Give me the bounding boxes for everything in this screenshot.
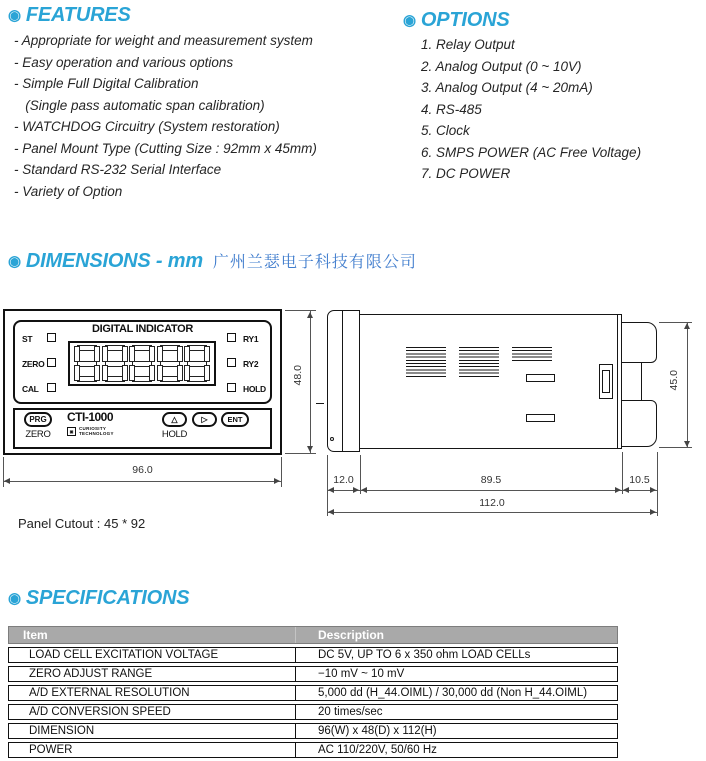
seven-segment-digit [102, 345, 128, 382]
spec-row [8, 666, 618, 682]
bezel-depth-dimension: 12.0 [333, 474, 354, 486]
option-item: 1. Relay Output [421, 37, 515, 52]
arrowhead [307, 446, 313, 452]
spec-description-cell: 20 times/sec [318, 706, 383, 718]
arrowhead [4, 478, 10, 484]
side-view-bezel [327, 310, 360, 452]
led-indicator [47, 383, 56, 392]
seven-segment-digit [157, 345, 183, 382]
side-slot [526, 414, 555, 422]
spec-item-cell: A/D CONVERSION SPEED [9, 705, 296, 719]
arrowhead [650, 487, 656, 493]
spec-description-cell: DC 5V, UP TO 6 x 350 ohm LOAD CELLs [318, 649, 531, 661]
rear-inner-line [617, 315, 618, 448]
mid-tick [316, 403, 324, 404]
extension-line [285, 310, 316, 311]
front-width-dimension: 96.0 [132, 464, 153, 476]
options-list [421, 34, 641, 185]
spec-description-cell: 96(W) x 48(D) x 112(H) [318, 725, 437, 737]
led-label-zero: ZERO [22, 359, 45, 369]
options-heading [403, 9, 510, 32]
body-depth-dimension: 89.5 [480, 474, 502, 486]
features-list [14, 30, 317, 202]
bullseye-icon: ◉ [8, 7, 21, 24]
front-height-dimension: 48.0 [292, 365, 304, 386]
rear-connector-bottom [621, 400, 657, 447]
front-view-title: DIGITAL INDICATOR [91, 323, 194, 335]
option-item: 5. Clock [421, 123, 470, 138]
features-heading [8, 4, 131, 27]
led-indicator [47, 358, 56, 367]
arrowhead [328, 509, 334, 515]
specifications-heading-label: SPECIFICATIONS [25, 587, 190, 609]
feature-item: - WATCHDOG Circuitry (System restoration) [14, 119, 280, 134]
vent-slots [512, 347, 552, 363]
led-indicator [227, 358, 236, 367]
spec-item-cell: LOAD CELL EXCITATION VOLTAGE [9, 648, 296, 662]
dimension-line [687, 322, 688, 448]
spec-header-description: Description [318, 628, 385, 642]
spec-row [8, 685, 618, 701]
spec-header-row [8, 626, 618, 644]
seven-segment-digit [74, 345, 100, 382]
panel-cutout-note: Panel Cutout : 45 * 92 [18, 516, 146, 531]
arrowhead [361, 487, 367, 493]
right-arrow-button: ▷ [192, 412, 217, 427]
spec-item-cell: DIMENSION [9, 724, 296, 738]
led-indicator [47, 333, 56, 342]
bullseye-icon: ◉ [8, 253, 21, 270]
bezel-inner-line [342, 311, 343, 451]
logo-text: CURIOSITY TECHNOLOGY [79, 426, 114, 436]
arrowhead [307, 312, 313, 318]
feature-item: - Variety of Option [14, 183, 123, 199]
rear-connector-top [621, 322, 657, 363]
led-label-st: ST [22, 334, 33, 344]
manufacturer-logo [67, 426, 114, 436]
side-view-body [359, 314, 622, 449]
arrowhead [328, 487, 334, 493]
hold-button-label: HOLD [161, 429, 188, 440]
option-item: 4. RS-485 [421, 101, 482, 117]
total-depth-dimension: 112.0 [479, 497, 505, 509]
mounting-latch-inner [602, 370, 610, 393]
arrowhead [623, 487, 629, 493]
company-name: 广州兰瑟电子科技有限公司 [212, 254, 417, 271]
dimensions-heading-label: DIMENSIONS - mm [25, 250, 203, 272]
dimension-line [310, 311, 311, 453]
spec-row [8, 742, 618, 758]
specifications-heading [8, 587, 189, 610]
spec-description-cell: −10 mV ~ 10 mV [318, 668, 405, 680]
option-item: 6. SMPS POWER (AC Free Voltage) [421, 144, 642, 160]
dimension-line [327, 490, 657, 491]
feature-item: - Appropriate for weight and measurement system [14, 33, 313, 48]
seven-segment-digit [129, 345, 155, 382]
feature-item: - Panel Mount Type (Cutting Size : 92mm x 45mm) [14, 140, 317, 156]
arrowhead [650, 509, 656, 515]
led-label-ry1: RY1 [243, 334, 259, 344]
arrowhead [684, 323, 690, 329]
vent-slots [406, 347, 446, 378]
feature-item: - Standard RS-232 Serial Interface [14, 162, 222, 177]
ent-button: ENT [221, 412, 249, 427]
arrowhead [615, 487, 621, 493]
option-item: 7. DC POWER [421, 166, 511, 181]
led-label-ry2: RY2 [243, 359, 259, 369]
feature-item: (Single pass automatic span calibration) [14, 97, 265, 113]
spec-header-item: Item [9, 627, 296, 643]
bullseye-icon: ◉ [8, 590, 21, 607]
dimension-line [3, 481, 282, 482]
screw-hole [330, 437, 334, 441]
spec-item-cell: POWER [9, 743, 296, 757]
dimensions-heading [8, 249, 417, 273]
zero-button-label: ZERO [25, 429, 51, 440]
side-height-dimension: 45.0 [668, 370, 680, 391]
spec-description-cell: 5,000 dd (H_44.OIML) / 30,000 dd (Non H_44.OIML) [318, 687, 588, 699]
options-heading-label: OPTIONS [420, 9, 510, 31]
spec-item-cell: A/D EXTERNAL RESOLUTION [9, 686, 296, 700]
extension-line [285, 453, 316, 454]
spec-row [8, 704, 618, 720]
led-label-hold: HOLD [243, 384, 266, 394]
up-arrow-button: △ [162, 412, 187, 427]
seven-segment-display [68, 341, 216, 386]
dimension-line [327, 512, 657, 513]
extension-line [657, 452, 658, 516]
arrowhead [274, 478, 280, 484]
led-indicator [227, 333, 236, 342]
arrowhead [353, 487, 359, 493]
logo-icon: ▣ [67, 427, 76, 436]
option-item: 2. Analog Output (0 ~ 10V) [421, 58, 582, 74]
spec-rows [8, 647, 618, 758]
feature-item: - Simple Full Digital Calibration [14, 76, 199, 91]
seven-segment-digit [184, 345, 210, 382]
features-heading-label: FEATURES [25, 4, 131, 26]
bullseye-icon: ◉ [403, 12, 416, 29]
spec-item-cell: ZERO ADJUST RANGE [9, 667, 296, 681]
spec-row [8, 647, 618, 663]
feature-item: - Easy operation and various options [14, 54, 234, 70]
arrowhead [684, 441, 690, 447]
spec-row [8, 723, 618, 739]
model-number: CTI-1000 [67, 410, 114, 424]
rear-terminal-block [621, 362, 642, 401]
specifications-table [8, 626, 618, 761]
led-label-cal: CAL [22, 384, 39, 394]
vent-slots [459, 347, 499, 378]
side-slot [526, 374, 555, 382]
option-item: 3. Analog Output (4 ~ 20mA) [421, 80, 593, 95]
led-indicator [227, 383, 236, 392]
rear-depth-dimension: 10.5 [629, 474, 650, 486]
prg-button: PRG [24, 412, 52, 427]
spec-description-cell: AC 110/220V, 50/60 Hz [318, 744, 437, 756]
